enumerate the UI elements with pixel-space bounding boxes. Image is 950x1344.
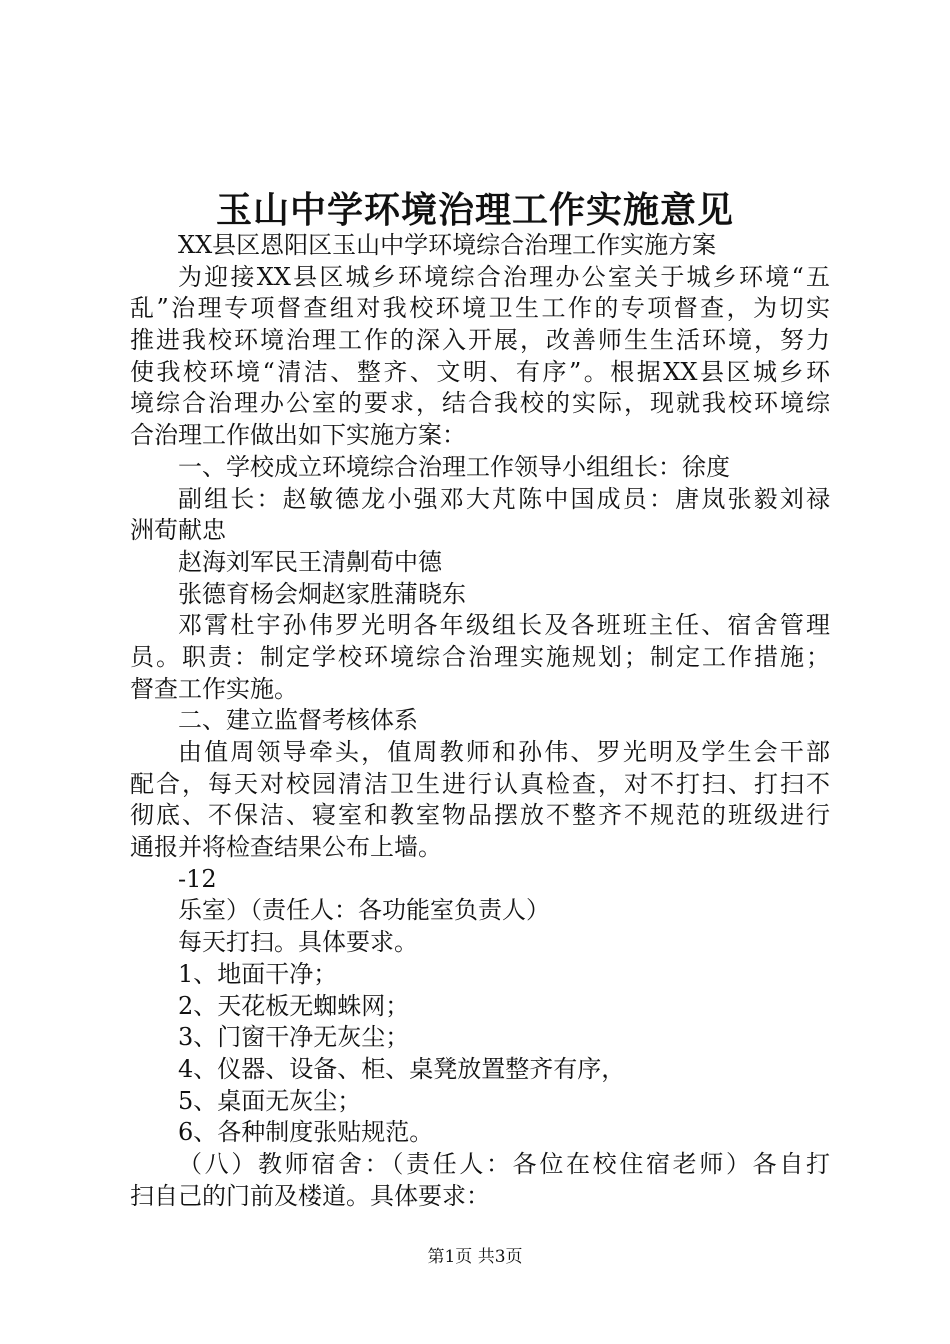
body-line: 境综合治理办公室的要求，结合我校的实际，现就我校环境综 <box>130 389 830 418</box>
body-line: 副组长：赵敏德龙小强邓大芃陈中国成员：唐岚张毅刘禄 <box>178 484 830 513</box>
body-line: 乐室）（责任人：各功能室负责人） <box>178 896 550 925</box>
body-line: 乱”治理专项督查组对我校环境卫生工作的专项督查，为切实 <box>130 294 830 323</box>
body-line: （八）教师宿舍：（责任人：各位在校住宿老师）各自打 <box>178 1149 830 1178</box>
body-line: 二、建立监督考核体系 <box>178 706 418 735</box>
body-line: 配合，每天对校园清洁卫生进行认真检查，对不打扫、打扫不 <box>130 769 830 798</box>
body-line: 4、仪器、设备、柜、桌凳放置整齐有序， <box>178 1054 626 1083</box>
body-line: 邓霄杜宇孙伟罗光明各年级组长及各班班主任、宿舍管理 <box>178 611 830 640</box>
body-line: 赵海刘军民王清劓荀中德 <box>178 547 442 576</box>
body-line: 由值周领导牵头，值周教师和孙伟、罗光明及学生会干部 <box>178 738 830 766</box>
body-line: 使我校环境“清洁、整齐、文明、有序”。根据XX县区城乡环 <box>130 357 830 386</box>
body-line: -12 <box>178 864 217 893</box>
body-line: 通报并将检查结果公布上墙。 <box>130 833 442 862</box>
document-body <box>130 230 830 1212</box>
body-line: 3、门窗干净无灰尘； <box>178 1023 410 1052</box>
body-line: 彻底、不保洁、寝室和教室物品摆放不整齐不规范的班级进行 <box>130 801 830 830</box>
body-line: 张德育杨会炯赵家胜蒲晓东 <box>178 579 466 608</box>
body-line: 合治理工作做出如下实施方案： <box>130 421 466 450</box>
body-line: 推进我校环境治理工作的深入开展，改善师生生活环境，努力 <box>130 326 830 355</box>
body-line: 为迎接XX县区城乡环境综合治理办公室关于城乡环境“五 <box>178 262 830 291</box>
body-line: 6、各种制度张贴规范。 <box>178 1118 434 1147</box>
body-line: 扫自己的门前及楼道。具体要求： <box>130 1181 490 1210</box>
body-line: 督查工作实施。 <box>130 674 298 703</box>
body-line: 2、天花板无蜘蛛网； <box>178 991 410 1020</box>
page-footer: 第1页 共3页 <box>427 1247 523 1267</box>
body-line: XX县区恩阳区玉山中学环境综合治理工作实施方案 <box>178 231 717 259</box>
body-line: 员。职责：制定学校环境综合治理实施规划；制定工作措施； <box>130 642 830 671</box>
document-title: 玉山中学环境治理工作实施意见 <box>215 189 734 231</box>
body-line: 5、桌面无灰尘； <box>178 1086 362 1115</box>
body-line: 1、地面干净； <box>178 959 338 988</box>
body-line: 洲荀献忠 <box>130 516 226 545</box>
body-line: 一、学校成立环境综合治理工作领导小组组长：徐度 <box>178 452 730 481</box>
body-line: 每天打扫。具体要求。 <box>178 928 418 957</box>
